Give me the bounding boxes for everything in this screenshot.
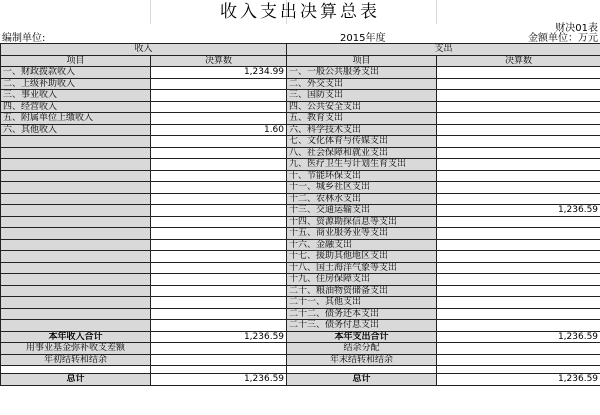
expense-item-cell: 七、文化体育与传媒支出 (287, 136, 437, 148)
closing-balance-value (437, 354, 600, 366)
income-amount-cell (151, 170, 287, 182)
expense-amount-cell (437, 320, 600, 332)
income-item-cell (1, 147, 151, 159)
expense-item-cell: 十八、国土海洋气象等支出 (287, 262, 437, 274)
expense-item-cell: 十一、城乡社区支出 (287, 182, 437, 194)
grand-total-expense-label: 总计 (287, 374, 437, 386)
table-row (1, 308, 600, 320)
expense-amount-cell (437, 101, 600, 113)
expense-item-cell: 五、教育支出 (287, 113, 437, 125)
income-amount-cell (151, 297, 287, 309)
income-item-cell: 四、经营收入 (1, 101, 151, 113)
income-item-cell (1, 320, 151, 332)
income-amount-cell (151, 228, 287, 240)
expense-item-cell: 十五、商业服务业等支出 (287, 228, 437, 240)
summary-table (0, 43, 600, 386)
expense-item-cell: 八、社会保障和就业支出 (287, 147, 437, 159)
spacer-cell (1, 366, 151, 374)
total-expense-value: 1,236.59 (437, 331, 600, 343)
table-row (1, 124, 600, 136)
income-item-cell (1, 262, 151, 274)
income-amount-cell (151, 320, 287, 332)
income-item-cell (1, 297, 151, 309)
table-row (1, 182, 600, 194)
expense-item-cell: 十四、资源勘探信息等支出 (287, 216, 437, 228)
table-row (1, 136, 600, 148)
expense-amount-cell (437, 228, 600, 240)
expense-amount-cell (437, 308, 600, 320)
table-row (1, 239, 600, 251)
unit-label: 编制单位: (2, 33, 46, 44)
income-item-cell (1, 228, 151, 240)
income-item-cell (1, 193, 151, 205)
surplus-distribution-value (437, 343, 600, 355)
amount-unit: 金额单位：万元 (528, 33, 598, 44)
income-item-cell (1, 170, 151, 182)
expense-item-cell: 九、医疗卫生与计划生育支出 (287, 159, 437, 171)
form-number: 财决01表 (555, 23, 598, 34)
table-row (1, 216, 600, 228)
income-item-cell (1, 182, 151, 194)
income-amount-cell (151, 251, 287, 263)
expense-amount-cell (437, 182, 600, 194)
income-amount-cell: 1.60 (151, 124, 287, 136)
income-item-cell (1, 239, 151, 251)
table-row (1, 285, 600, 297)
expense-amount-cell (437, 78, 600, 90)
report-year: 2015年度 (340, 33, 386, 44)
income-amount-cell (151, 78, 287, 90)
expense-amount-cell (437, 124, 600, 136)
table-row (1, 90, 600, 102)
income-amount-cell (151, 90, 287, 102)
income-amount-cell: 1,234.99 (151, 67, 287, 79)
expense-amount-cell (437, 147, 600, 159)
expense-item-cell: 十七、援助其他地区支出 (287, 251, 437, 263)
income-item-cell (1, 205, 151, 217)
table-row (1, 147, 600, 159)
spacer-cell (151, 366, 287, 374)
table-row (1, 262, 600, 274)
expense-amount-cell (437, 67, 600, 79)
income-item-cell: 六、其他收入 (1, 124, 151, 136)
table-row (1, 170, 600, 182)
income-amount-cell (151, 239, 287, 251)
expense-item-cell: 二、外交支出 (287, 78, 437, 90)
expense-amount-cell (437, 285, 600, 297)
income-item-cell (1, 136, 151, 148)
expense-item-cell: 二十三、债务付息支出 (287, 320, 437, 332)
column-header-row (1, 55, 600, 67)
expense-amount-cell (437, 262, 600, 274)
income-amount-cell (151, 113, 287, 125)
income-item-cell (1, 251, 151, 263)
income-amount-cell (151, 136, 287, 148)
expense-amount-cell (437, 170, 600, 182)
table-row (1, 320, 600, 332)
expense-item-header: 项目 (287, 55, 437, 67)
expense-item-cell: 一、一般公共服务支出 (287, 67, 437, 79)
income-amount-cell (151, 274, 287, 286)
income-amount-cell (151, 159, 287, 171)
income-item-header: 项目 (1, 55, 151, 67)
table-row (1, 101, 600, 113)
grand-total-income-value: 1,236.59 (151, 374, 287, 386)
expense-item-cell: 十、节能环保支出 (287, 170, 437, 182)
table-row (1, 159, 600, 171)
expense-item-cell: 二十二、债务还本支出 (287, 308, 437, 320)
income-amount-cell (151, 216, 287, 228)
spacer-row (1, 366, 600, 374)
expense-amount-cell (437, 239, 600, 251)
report-title: 收入支出决算总表 (220, 2, 380, 22)
expense-amount-cell (437, 159, 600, 171)
expense-amount-cell (437, 113, 600, 125)
expense-item-cell: 四、公共安全支出 (287, 101, 437, 113)
opening-balance-value (151, 354, 287, 366)
expense-amount-cell (437, 90, 600, 102)
income-item-cell: 一、财政拨款收入 (1, 67, 151, 79)
expense-item-cell: 十六、金融支出 (287, 239, 437, 251)
table-row (1, 205, 600, 217)
income-item-cell: 三、事业收入 (1, 90, 151, 102)
subtotal-row (1, 354, 600, 366)
subtotal-row (1, 343, 600, 355)
income-amount-header: 决算数 (151, 55, 287, 67)
surplus-distribution-label: 结余分配 (287, 343, 437, 355)
expense-item-cell: 十三、交通运输支出 (287, 205, 437, 217)
table-row (1, 113, 600, 125)
fund-offset-label: 用事业基金弥补收支差额 (1, 343, 151, 355)
section-header-row (1, 44, 600, 56)
table-row (1, 297, 600, 309)
expense-section-header: 支出 (287, 44, 600, 56)
spacer-cell (437, 366, 600, 374)
table-row (1, 251, 600, 263)
expense-amount-cell (437, 274, 600, 286)
income-amount-cell (151, 182, 287, 194)
income-amount-cell (151, 205, 287, 217)
income-item-cell (1, 308, 151, 320)
expense-amount-cell (437, 216, 600, 228)
expense-amount-cell (437, 193, 600, 205)
table-row (1, 193, 600, 205)
expense-item-cell: 十二、农林水支出 (287, 193, 437, 205)
expense-item-cell: 二十一、其他支出 (287, 297, 437, 309)
income-item-cell (1, 285, 151, 297)
fund-offset-value (151, 343, 287, 355)
total-income-value: 1,236.59 (151, 331, 287, 343)
table-row (1, 78, 600, 90)
total-row (1, 331, 600, 343)
income-item-cell: 五、附属单位上缴收入 (1, 113, 151, 125)
opening-balance-label: 年初结转和结余 (1, 354, 151, 366)
table-row (1, 228, 600, 240)
expense-item-cell: 十九、住房保障支出 (287, 274, 437, 286)
income-item-cell (1, 274, 151, 286)
grand-total-expense-value: 1,236.59 (437, 374, 600, 386)
income-amount-cell (151, 193, 287, 205)
total-income-label: 本年收入合计 (1, 331, 151, 343)
income-item-cell (1, 159, 151, 171)
income-amount-cell (151, 147, 287, 159)
income-item-cell (1, 216, 151, 228)
closing-balance-label: 年末结转和结余 (287, 354, 437, 366)
table-row (1, 274, 600, 286)
grand-total-row (1, 374, 600, 386)
total-expense-label: 本年支出合计 (287, 331, 437, 343)
expense-item-cell: 六、科学技术支出 (287, 124, 437, 136)
expense-item-cell: 二十、粮油物资储备支出 (287, 285, 437, 297)
expense-amount-cell (437, 136, 600, 148)
grand-total-income-label: 总计 (1, 374, 151, 386)
expense-item-cell: 三、国防支出 (287, 90, 437, 102)
income-amount-cell (151, 308, 287, 320)
income-section-header: 收入 (1, 44, 287, 56)
income-item-cell: 二、上级补助收入 (1, 78, 151, 90)
income-amount-cell (151, 285, 287, 297)
spacer-cell (287, 366, 437, 374)
table-row (1, 67, 600, 79)
expense-amount-cell (437, 251, 600, 263)
expense-amount-cell (437, 297, 600, 309)
income-amount-cell (151, 262, 287, 274)
expense-amount-cell: 1,236.59 (437, 205, 600, 217)
income-amount-cell (151, 101, 287, 113)
expense-amount-header: 决算数 (437, 55, 600, 67)
